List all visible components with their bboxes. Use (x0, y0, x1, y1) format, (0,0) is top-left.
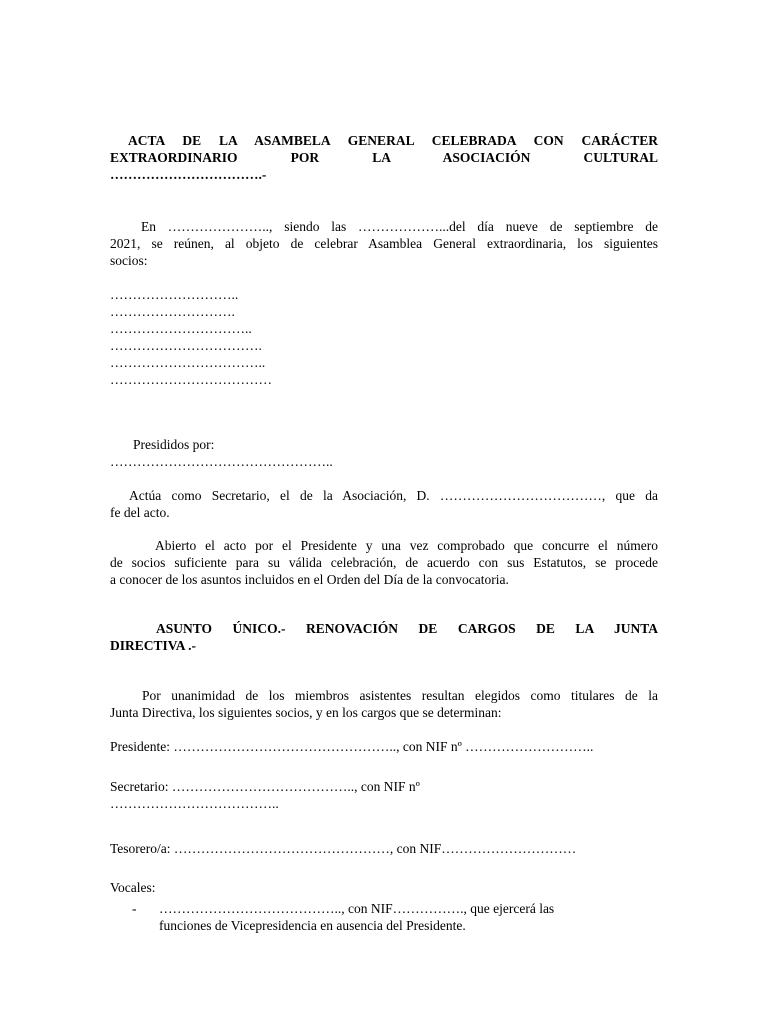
document-title (110, 132, 658, 183)
vocales-heading: Vocales: (110, 880, 156, 895)
intro-paragraph (110, 218, 658, 269)
secretary-field-cont: ……………………………….. (110, 796, 279, 811)
subject-line-2: DIRECTIVA .- (110, 638, 197, 653)
member-line: ……………………….. (110, 287, 239, 302)
vocal-bullet-dash: - (132, 901, 137, 916)
presided-value: ………………………………………….. (110, 454, 333, 469)
member-line: ……………………………… (110, 372, 272, 387)
opening-line-1: Abierto el acto por el Presidente y una vez comprobado que concurre el número (155, 538, 658, 553)
opening-paragraph (110, 537, 658, 588)
secretary-position (110, 778, 658, 812)
election-line-2: Junta Directiva, los siguientes socios, y en los cargos que se determinan: (110, 705, 502, 720)
intro-line-2: 2021, se reúnen, al objeto de celebrar Asamblea General extraordinaria, los siguientes (110, 236, 658, 251)
secretary-field: Secretario: ………………………………….., con NIF nº (110, 779, 420, 794)
members-list (110, 286, 658, 388)
title-line-1: ACTA DE LA ASAMBELA GENERAL CELEBRADA CON CARÁCTER (128, 133, 658, 148)
title-line-3: …………………………….- (110, 167, 267, 182)
election-line-1: Por unanimidad de los miembros asistentes resultan elegidos como titulares de la (142, 688, 658, 703)
member-line: ……………………………. (110, 338, 262, 353)
secretary-line-1: Actúa como Secretario, el de la Asociación, D. ………………………………, que da (129, 488, 658, 503)
vocal-line-2: funciones de Vicepresidencia en ausencia del Presidente. (159, 918, 466, 933)
intro-line-1: En ………………….., siendo las ………………...del día nueve de septiembre de (141, 219, 658, 234)
secretary-line-2: fe del acto. (110, 505, 170, 520)
title-line-2: EXTRAORDINARIO POR LA ASOCIACIÓN CULTURAL (110, 150, 658, 165)
opening-line-3: a conocer de los asuntos incluidos en el Orden del Día de la convocatoria. (110, 572, 509, 587)
treasurer-line (110, 840, 658, 857)
president-line (110, 738, 658, 755)
subject-line-1: ASUNTO ÚNICO.- RENOVACIÓN DE CARGOS DE LA JUNTA (156, 621, 658, 636)
presided-section (110, 436, 658, 470)
presided-label: Presididos por: (133, 437, 215, 452)
treasurer-field: Tesorero/a: …………………………………………, con NIF………………………… (110, 841, 577, 856)
vocal-item (159, 900, 659, 934)
president-field: Presidente: ………………………………………….., con NIF nº ……………………….. (110, 739, 594, 754)
opening-line-2: de socios suficiente para su válida celebración, de acuerdo con sus Estatutos, se procede (110, 555, 658, 570)
subject-heading (110, 620, 658, 654)
vocales-label (110, 879, 658, 896)
election-paragraph (110, 687, 658, 721)
intro-line-3: socios: (110, 253, 148, 268)
vocal-line-1: ………………………………….., con NIF……………., que ejercerá las (159, 901, 555, 916)
member-line: …………………………….. (110, 355, 266, 370)
secretary-paragraph (110, 487, 658, 521)
member-line: ………………………. (110, 304, 235, 319)
member-line: ………………………….. (110, 321, 252, 336)
